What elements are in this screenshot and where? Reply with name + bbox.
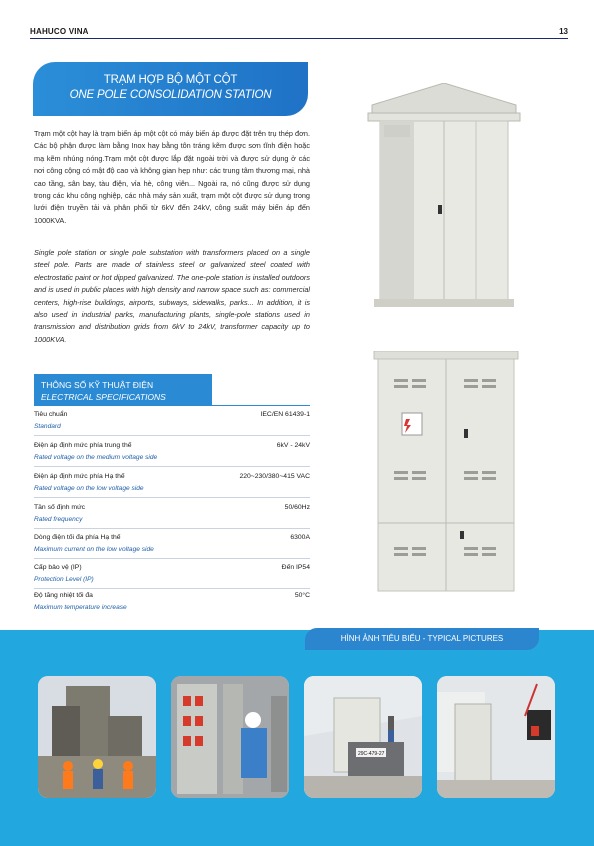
title-english: ONE POLE CONSOLIDATION STATION bbox=[69, 89, 272, 101]
specs-heading-vi: THÔNG SỐ KỸ THUẬT ĐIỆN bbox=[41, 380, 154, 390]
spec-label-vi: Điện áp định mức phía Hạ thế bbox=[34, 473, 125, 480]
spec-value: Đến IP54 bbox=[281, 564, 310, 571]
description-english: Single pole station or single pole substation with transformers placed on a single steel pole. Parts are made of stainless steel or galvanized steel coated with electrostatic paint or hot dipped galvanized. The one-pole station is installed outdoors and is used in public places with high density and narrow space such as: commercial centers, high-rise buildings, airports, subways, sidewalks, parks... In addition, it is also used in industrial parks, manufacturing plants, single-pole stations used in transmission and distribution grids from 6kV to 24kV, transformer capacity up to 1000KVA. bbox=[34, 248, 310, 344]
spec-row-mv-voltage bbox=[34, 439, 310, 467]
page-header bbox=[30, 24, 568, 42]
brand-name: HAHUCO VINA bbox=[30, 27, 89, 36]
spec-label-en: Maximum current on the low voltage side bbox=[34, 546, 154, 553]
page-number: 13 bbox=[559, 27, 568, 36]
typical-pictures-label: HÌNH ẢNH TIÊU BIỂU - TYPICAL PICTURES bbox=[305, 628, 539, 650]
spec-label-en: Rated voltage on the low voltage side bbox=[34, 485, 144, 492]
specs-heading-en: ELECTRICAL SPECIFICATIONS bbox=[41, 392, 166, 402]
spec-value: 6kV - 24kV bbox=[276, 442, 310, 449]
spec-label-vi: Tần số định mức bbox=[34, 504, 86, 511]
typical-photo-3 bbox=[304, 676, 422, 798]
license-plate: 29C-479-27 bbox=[358, 751, 385, 757]
description-vietnamese: Trạm một cột hay là trạm biến áp một cột có máy biến áp được đặt trên trụ thép đơn. Các bộ phận được làm bằng Inox hay bằng tôn tráng kẽm được sơn tĩnh điện hoặc mạ kẽm nhúng nóng.Trạm một cột được lắp đặt ngoài trời và được sử dụng ở các nơi công cộng có mật độ cao và không gian hẹp như: các trung tâm thương mại, nhà cao tầng, sân bay, tàu điện, vỉa hè, công viên... Ngoài ra, nó cũng được sử dụng trong các khu công nghiệp, các nhà máy sản xuất, trạm một cột được sử dụng trong lưới điện truyền tải và phân phối từ 6kV đến 24kV, công suất máy biến áp đến 1000KVA. bbox=[34, 129, 310, 225]
typical-photo-1 bbox=[38, 676, 156, 798]
spec-value: 6300A bbox=[290, 534, 310, 541]
spec-label-vi: Dòng điện tối đa phía Hạ thế bbox=[34, 534, 121, 541]
spec-label-en: Standard bbox=[34, 423, 61, 430]
cabinet-image-vents bbox=[372, 351, 520, 595]
spec-label-en: Maximum temperature increase bbox=[34, 604, 127, 611]
spec-row-max-current bbox=[34, 531, 310, 559]
spec-label-en: Protection Level (IP) bbox=[34, 576, 94, 583]
spec-label-vi: Tiêu chuẩn bbox=[34, 411, 68, 418]
typical-photo-2 bbox=[171, 676, 289, 798]
section-title bbox=[33, 62, 308, 116]
specs-heading bbox=[34, 374, 212, 406]
spec-row-standard bbox=[34, 408, 310, 436]
spec-row-lv-voltage bbox=[34, 470, 310, 498]
header-rule bbox=[30, 38, 568, 39]
spec-label-en: Rated frequency bbox=[34, 516, 83, 523]
spec-row-protection bbox=[34, 561, 310, 589]
spec-label-vi: Độ tăng nhiệt tối đa bbox=[34, 592, 93, 599]
cabinet-image-roof bbox=[364, 83, 524, 313]
spec-value: 50/60Hz bbox=[284, 504, 310, 511]
spec-row-frequency bbox=[34, 501, 310, 529]
title-vietnamese: TRẠM HỢP BỘ MỘT CỘT bbox=[103, 74, 238, 86]
specs-heading-rule bbox=[212, 405, 310, 406]
spec-label-en: Rated voltage on the medium voltage side bbox=[34, 454, 158, 461]
spec-value: IEC/EN 61439-1 bbox=[260, 411, 310, 418]
spec-value: 220~230/380~415 VAC bbox=[239, 473, 310, 480]
spec-label-vi: Cấp bảo vệ (IP) bbox=[34, 564, 82, 571]
spec-value: 50°C bbox=[294, 592, 310, 599]
spec-label-vi: Điện áp định mức phía trung thế bbox=[34, 442, 132, 449]
typical-photo-4 bbox=[437, 676, 555, 798]
spec-row-temperature bbox=[34, 589, 310, 617]
